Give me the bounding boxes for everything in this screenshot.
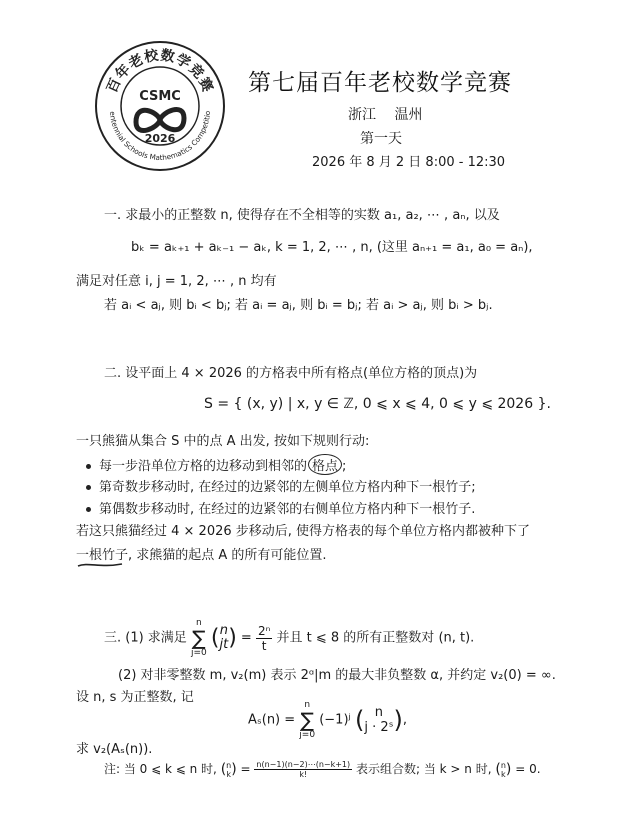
rule-3: 第偶数步移动时, 在经过的边紧邻的右侧单位方格内种下一根竹子.	[86, 498, 475, 517]
svg-text:2026: 2026	[144, 132, 176, 145]
bullet-icon	[86, 485, 91, 490]
svg-text:CSMC: CSMC	[139, 89, 181, 104]
problem-2-line-3: 一只熊猫从集合 S 中的点 A 出发, 按如下规则行动:	[76, 434, 370, 449]
circled-word: 格点	[308, 454, 342, 475]
fraction: $\frac{\text{2ⁿ}}{t}$	[257, 623, 271, 653]
note-line: 注: 当 0 ⩽ k ⩽ n 时, ( n k ) = $\frac{n(n-1)(n-2)\cdots(n-k+1)}{k!}$ 表示组合数; 当 k > n 时, ( n k ) = 0.	[104, 760, 541, 779]
location: 浙江 温州	[348, 107, 423, 123]
problem-1-line-4: 若 aᵢ < aⱼ, 则 bᵢ < bⱼ; 若 aᵢ = aⱼ, 则 bᵢ = bⱼ; 若 aᵢ > aⱼ, 则 bᵢ > bⱼ.	[104, 298, 493, 313]
competition-logo	[94, 40, 226, 172]
binomial-n-jt: n jt	[219, 623, 229, 652]
problem-1-line-1: 一. 求最小的正整数 n, 使得存在不全相等的实数 a₁, a₂, ⋯ , aₙ, 以及	[104, 208, 500, 223]
problem-3-line-1: 三. (1) 求满足 n ∑ j=0 ( n jt ) = $\frac{\text{2ⁿ}}{t}$ 并且 t ⩽ 8 的所有正整数对 (n, t).	[104, 618, 475, 658]
problem-1-line-3: 满足对任意 i, j = 1, 2, ⋯ , n 均有	[76, 274, 277, 289]
binomial-n-k: n k	[500, 760, 506, 779]
set-definition: S = { (x, y) | x, y ∈ ℤ, 0 ⩽ x ⩽ 4, 0 ⩽ y ⩽ 2026 }.	[204, 396, 551, 412]
day-label: 第一天	[360, 131, 402, 147]
infinity-icon	[136, 109, 184, 130]
formula-A-s: Aₛ(n) = n ∑ j=0 (−1)ʲ ( n j · 2ˢ ),	[248, 700, 407, 740]
problem-3-line-5: 求 v₂(Aₛ(n)).	[76, 742, 153, 757]
csmc-seal	[94, 40, 226, 172]
problem-3-line-2: (2) 对非零整数 m, v₂(m) 表示 2ᵅ|m 的最大非负整数 α, 并约定 v₂(0) = ∞.	[118, 668, 556, 683]
combination-formula: $\frac{n(n-1)(n-2)\cdots(n-k+1)}{k!}$	[256, 760, 351, 779]
svg-text:百年老校数学竞赛: 百年老校数学竞赛	[104, 47, 216, 96]
summation-symbol: n ∑ j=0	[190, 618, 207, 658]
problem-2-line-5: 一根竹子, 求熊猫的起点 A 的所有可能位置.	[76, 548, 327, 563]
binomial-n-j2s: n j · 2ˢ	[364, 705, 394, 735]
rule-2: 第奇数步移动时, 在经过的边紧邻的左侧单位方格内种下一根竹子;	[86, 476, 476, 495]
problem-2-line-1: 二. 设平面上 4 × 2026 的方格表中所有格点(单位方格的顶点)为	[104, 366, 478, 381]
pen-underline-mark	[76, 560, 124, 570]
svg-text:Centennial Schools Mathematics: entennial Schools Mathematics Competitio	[107, 110, 213, 163]
page-title: 第七届百年老校数学竞赛	[248, 70, 512, 96]
bullet-icon	[86, 507, 91, 512]
binomial-n-k: n k	[226, 760, 232, 779]
problem-3-line-3: 设 n, s 为正整数, 记	[76, 690, 194, 705]
exam-datetime: 2026 年 8 月 2 日 8:00 - 12:30	[312, 155, 506, 170]
bullet-icon	[86, 464, 91, 469]
problem-1-line-2: bₖ = aₖ₊₁ + aₖ₋₁ − aₖ, k = 1, 2, ⋯ , n, (这里 aₙ₊₁ = a₁, a₀ = aₙ),	[131, 240, 533, 255]
summation-symbol: n ∑ j=0	[299, 700, 316, 740]
problem-2-line-4: 若这只熊猫经过 4 × 2026 步移动后, 使得方格表的每个单位方格内都被种下了	[76, 524, 531, 539]
rule-1: 每一步沿单位方格的边移动到相邻的 格点 ;	[86, 454, 346, 475]
